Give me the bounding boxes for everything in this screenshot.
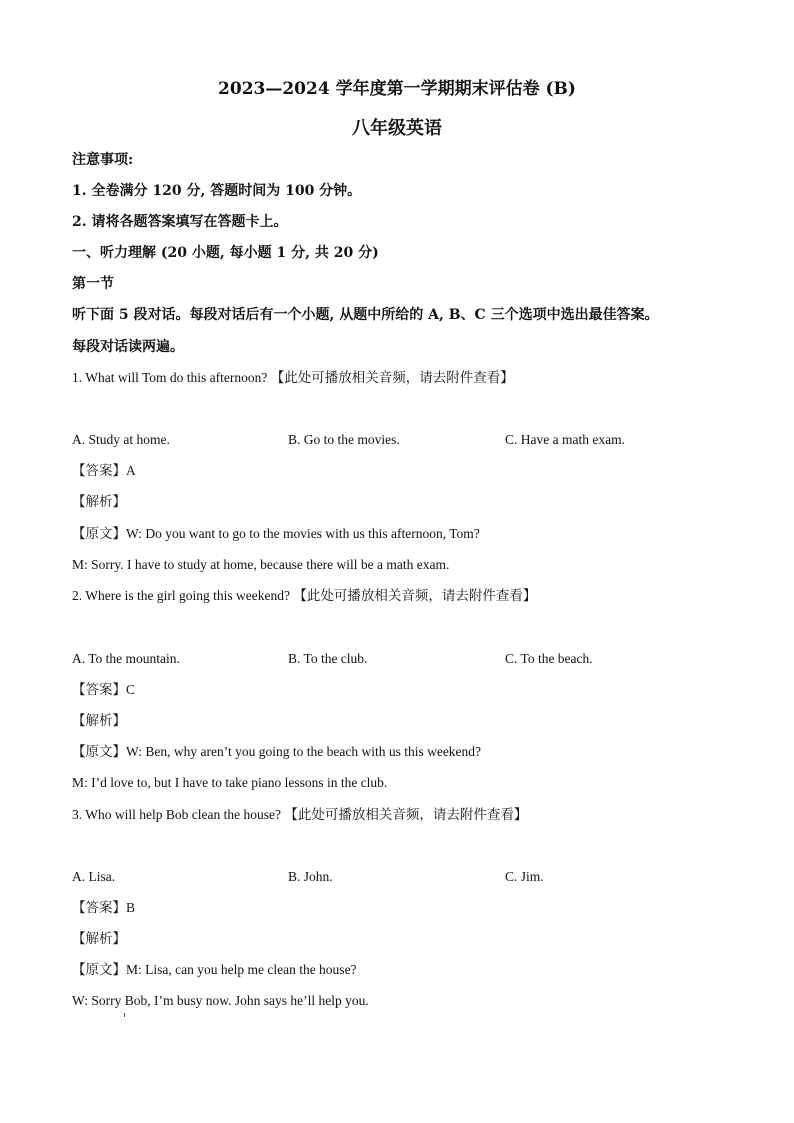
- question-3-answer: 【答案】B: [72, 900, 136, 915]
- question-1-answer: 【答案】A: [72, 463, 136, 478]
- question-2-analysis: 【解析】: [72, 713, 126, 728]
- question-3: 3. Who will help Bob clean the house? 【此处可播放相关音频，请去附件查看】: [72, 807, 528, 822]
- instruction-line-2: 每段对话读两遍。: [72, 339, 184, 355]
- question-2-option-c: C. To the beach.: [505, 651, 593, 666]
- question-1-option-a: A. Study at home.: [72, 432, 170, 447]
- question-2-transcript-2: M: I’d love to, but I have to take piano lessons in the club.: [72, 775, 388, 790]
- question-3-option-a: A. Lisa.: [72, 869, 116, 884]
- question-3-transcript-2: W: Sorry Bob, I’m busy now. John says he’ll help you.: [72, 993, 369, 1008]
- question-1-transcript-2: M: Sorry. I have to study at home, because there will be a math exam.: [72, 557, 450, 572]
- exam-title: 2023—2024 学年度第一学期期末评估卷 (B): [218, 79, 576, 99]
- question-1-option-b: B. Go to the movies.: [288, 432, 400, 447]
- question-2-option-b: B. To the club.: [288, 651, 368, 666]
- exam-subtitle: 八年级英语: [352, 118, 442, 139]
- question-2: 2. Where is the girl going this weekend? 【此处可播放相关音频，请去附件查看】: [72, 588, 537, 603]
- notes-item-2: 2. 请将各题答案填写在答题卡上。: [72, 214, 288, 230]
- question-2-transcript-1: 【原文】W: Ben, why aren’t you going to the beach with us this weekend?: [72, 744, 482, 759]
- question-3-option-c: C. Jim.: [505, 869, 544, 884]
- section-title: 一、听力理解 (20 小题, 每小题 1 分, 共 20 分): [72, 245, 379, 261]
- question-3-transcript-1: 【原文】M: Lisa, can you help me clean the house?: [72, 962, 357, 977]
- question-3-option-b: B. John.: [288, 869, 333, 884]
- question-1-transcript-1: 【原文】W: Do you want to go to the movies with us this afternoon, Tom?: [72, 526, 480, 541]
- instruction-line-1: 听下面 5 段对话。每段对话后有一个小题, 从题中所给的 A, B、C 三个选项中选出最佳答案。: [72, 307, 659, 323]
- question-2-answer: 【答案】C: [72, 682, 136, 697]
- notes-heading: 注意事项:: [72, 152, 134, 168]
- stray-mark: [124, 1013, 125, 1017]
- question-2-option-a: A. To the mountain.: [72, 651, 180, 666]
- question-1-analysis: 【解析】: [72, 494, 126, 509]
- part-title: 第一节: [72, 276, 114, 292]
- notes-item-1: 1. 全卷满分 120 分, 答题时间为 100 分钟。: [72, 183, 362, 199]
- question-3-analysis: 【解析】: [72, 931, 126, 946]
- question-1: 1. What will Tom do this afternoon? 【此处可播放相关音频，请去附件查看】: [72, 370, 514, 385]
- question-1-option-c: C. Have a math exam.: [505, 432, 625, 447]
